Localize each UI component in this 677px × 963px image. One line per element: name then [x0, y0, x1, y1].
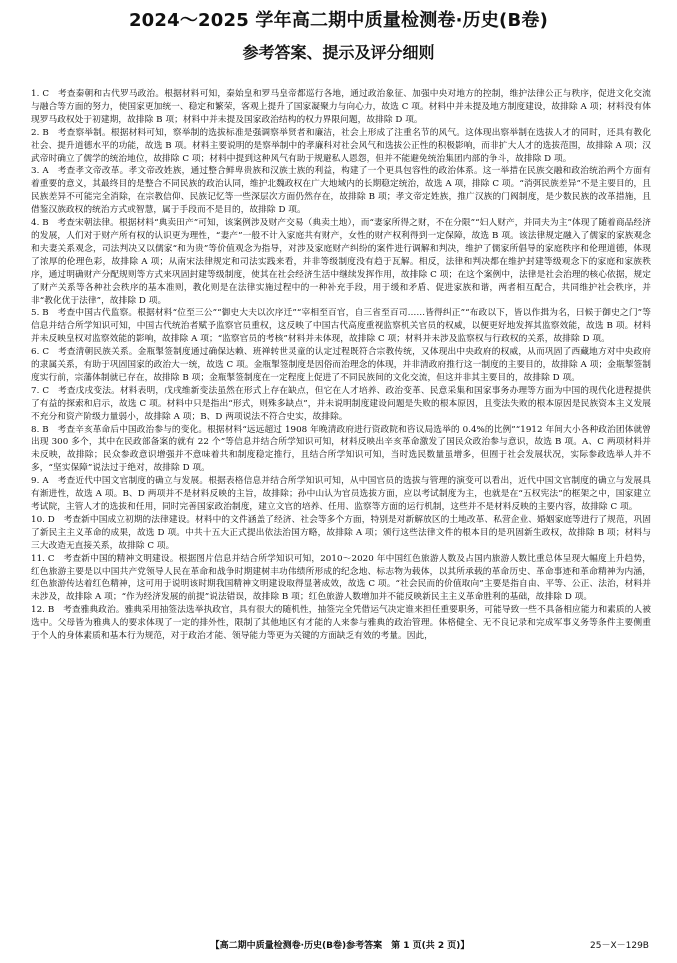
answer-item-6: 6. C 考查清朝民族关系。金瓶掣签制度通过确保达赖、班禅转世灵童的认定过程既符合宗教传统，又体现出中央政府的权威，从而巩固了西藏地方对中央政府的隶属关系，有助于巩固国家的政治大一统，故选 C 项。金瓶掣签制度是因俗而治理念的体现，并非清政府推行这一制度的主要目的，故排除 A 项；金瓶掣签制度实行前，宗藩体制就已存在，故排除 B 项；金瓶掣签制度在一定程度上促进了不同民族间的文化交流，但这并非其主要目的，故排除 D 项。: [31, 347, 651, 383]
answer-item-7: 7. C 考查戊戌变法。材料表明，戊戌维新变法虽然在形式上存在缺点，但它在人才培养、政治变革、民意采集和国家事务办理等方面为中国的现代化进程提供了有益的探索和启示，故选 C 项。材料中只是指出“形式，则殊多缺点”，并未说明制度建设问题是失败的根本原因，且变法失败的根本原因是民族资本主义发展不充分和资产阶级力量弱小，故排除 A 项；B、D 两项说法不符合史实，故排除。: [31, 385, 651, 422]
answer-item-1: 1. C 考查秦朝和古代罗马政治。根据材料可知，秦始皇和罗马皇帝都巡行各地，通过政治象征、加强中央对地方的控制，维护法律公正与秩序，促进文化交流与融合等方面的努力，使国家更加统一、稳定和繁荣，客观上提升了国家凝聚力与向心力，故选 C 项。材料中并未提及地方制度建设，故排除 A 项；材料没有体现罗马政权处于初建期，故排除 B 项；材料中并未提及国家政治结构的权力界限问题，故排除 D 项。: [31, 89, 651, 125]
answer-item-5: 5. B 考查中国古代监察。根据材料“位至三公”“御史大夫以次序迁”“宰相至百官，自三省至百司……皆得纠正”“布政以下，皆以作揖为名，曰候于御史之门”等信息并结合所学知识可知，中国古代统治者赋予监察官员重权，这反映了中国古代高度重视监察机关官员的权威，以便更好地发挥其监察效能，故选 B 项。材料并未反映皇权对监察效能的影响，故排除 A 项；“监察官员的考核”材料并未体现，故排除 C 项；材料并未涉及监察权与行政权的关系，故排除 D 项。: [31, 308, 651, 345]
answer-item-2: 2. B 考查察举制。根据材料可知，察举制的选拔标准是强调察举贤者和廉洁，社会上形成了注重名节的风气。这体现出察举制在选拔人才的同时，还具有教化社会、提升道德水平的功能，故选 B 项。材料主要说明的是察举制中的孝廉科对社会风气和选拔公正性的积极影响，而非扩大人才的选拔范围，故排除 A 项；汉武帝时确立了儒学的统治地位，故排除 C 项；材料中提到这种风气有助于规避私人恩怨，但并不能避免统治集团内部的争斗，故排除 D 项。: [31, 127, 651, 164]
page-subtitle: 参考答案、提示及评分细则: [242, 43, 435, 62]
page-title: 2024～2025 学年高二期中质量检测卷·历史(B卷): [128, 10, 549, 31]
answer-item-10: 10. D 考查新中国成立初期的法律建设。材料中的文件涵盖了经济、社会等多个方面，特别是对新解放区的土地改革、私营企业、婚姻家庭等进行了规范，巩固了新民主主义革命的成果，故选 D 项。中共十五大正式提出依法治国方略，故排除 A 项；颁行这些法律文件的根本目的是巩固新生政权，故排除 B 项；材料与三大改造无直接关系，故排除 C 项。: [31, 514, 651, 551]
answer-item-12: 12. B 考查雅典政治。雅典采用抽签法选举执政官，具有很大的随机性，抽签完全凭借运气决定谁来担任重要职务，可能导致一些不具备相应能力和素质的人被选中。父母皆为雅典人的要求体现了一定的排外性，限制了其他地区有才能的人来参与雅典的政治管理。体格健全、无不良记录和完成军事义务等条件主要侧重于个人的身体素质和基本行为规范，对于政治才能、领导能力等更为关键的方面缺乏有效的考量。因此，: [31, 605, 651, 642]
answer-item-4: 4. B 考查宋朝法律。根据材料“典卖田产”可知，该案例涉及财产交易（典卖土地），而“妻家所得之财，不在分限”“妇人财产，并同夫为主”体现了随着商品经济的发展，人们对于财产所有权的认识更为理性，“妻产”一般不计入家庭共有财产，女性的财产权利得到一定保障，故选 B 项。该法律规定融入了儒家的家族观念和夫妻关系观念，司法判决又以儒家“和为贵”等价值观念为指导，对涉及家庭财产纠纷的案件进行调解和判决，维护了儒家所倡导的家庭秩序和伦理道德，体现了浓厚的伦理色彩，故排除 A 项；从南宋法律规定和司法实践来看，并非等级制度没有趋于瓦解。相反，法律和判决都在维护封建等级观念下的家庭和家族秩序，通过明确财产分配规则等方式来巩固封建等级制度，使其在社会经济生活中继续发挥作用，故排除 C 项；在这个案例中，法律是社会治理的核心依据，规定了财产关系等各种社会秩序的基本准则，教化则是在法律实施过程中的一种补充手段，用于缓和矛盾、促进家族和谐，两者相互配合，共同维护社会秩序，并非“教化优于法律”，故排除 D 项。: [31, 218, 651, 306]
answer-item-8: 8. B 考查辛亥革命后中国政治参与的变化。根据材料“远远超过 1908 年晚清政府进行资政院和咨议局选举的 0.4%的比例”“1912 年间大小各种政治团体就曾出现 300 多个，其中在民政部备案的就有 22 个”等信息并结合所学知识可知，材料反映出辛亥革命激发了国民众政治参与意识，故选 B 项。A、C 两项材料并未反映，故排除；民众参政意识增强并不意味着共和制度稳定推行，且结合所学知识可知，当时选民数量虽增多，但囿于社会发展状况，实际参政选举人并不多，“坚实保障”说法过于绝对，故排除 D 项。: [31, 424, 651, 474]
page-footer: [0, 938, 677, 954]
footer-code: 25－X－129B: [590, 941, 649, 951]
answer-item-11: 11. C 考查新中国的精神文明建设。根据图片信息并结合所学知识可知，2010～2020 年中国红色旅游人数及占国内旅游人数比重总体呈现大幅度上升趋势，红色旅游主要是以中国共产党领导人民在革命和战争时期建树丰功伟绩所形成的纪念地、标志物为载体，以其所承载的革命历史、革命事迹和革命精神为内涵，红色旅游传达着红色精神，这可用于说明该时期我国精神文明建设取得显著成效，故选 C 项。“社会民而的价值取向”主要是指自由、平等、公正、法治，材料并未涉及，故排除 A 项；“作为经济发展的前提”说法错误，故排除 B 项；红色旅游人数增加并不能反映新民主主义革命胜利的基础，故排除 D 项。: [31, 553, 651, 603]
answer-list: [31, 88, 651, 926]
answer-item-9: 9. A 考查近代中国文官制度的确立与发展。根据表格信息并结合所学知识可知，从中国官员的选拔与管理的演变可以看出，近代中国文官制度的确立与发展具有渐进性，故选 A 项。B、D 两项并不是材料反映的主旨，故排除；孙中山认为官员选拔方面，应以考试制度为主，也就是在“五权宪法”的框架之中，国家建立考试院，主管人才的选拔和任用，同时完善国家政治制度，建立文官的培养、任用、监察等方面的运行机制，这些并不是材料反映的主要内容，故排除 C 项。: [31, 476, 651, 512]
footer-page-info: 【高二期中质量检测卷·历史(B卷)参考答案 第 1 页(共 2 页)】: [210, 941, 470, 951]
answer-item-3: 3. A 考查孝文帝改革。孝文帝改姓族，通过整合鲜卑贵族和汉族士族的利益，构建了一个更具包容性的政治体系。这一举措在民族交融和政治统治两个方面有着重要的意义，其最终目的是整合不同民族的政治认同，维护北魏政权在广大地域内的长期稳定统治，故选 A 项，排除 C 项。“消弭民族差异”不是主要目的，且民族差异不可能完全消除，在宗教信仰、民族记忆等一些深层次方面仍然存在，故排除 B 项；孝文帝定姓族，推广汉族的门阀制度，是少数民族的改革措施，且借鉴汉族政权的统治方式或智慧，属于手段而不是目的，故排除 D 项。: [31, 166, 651, 216]
